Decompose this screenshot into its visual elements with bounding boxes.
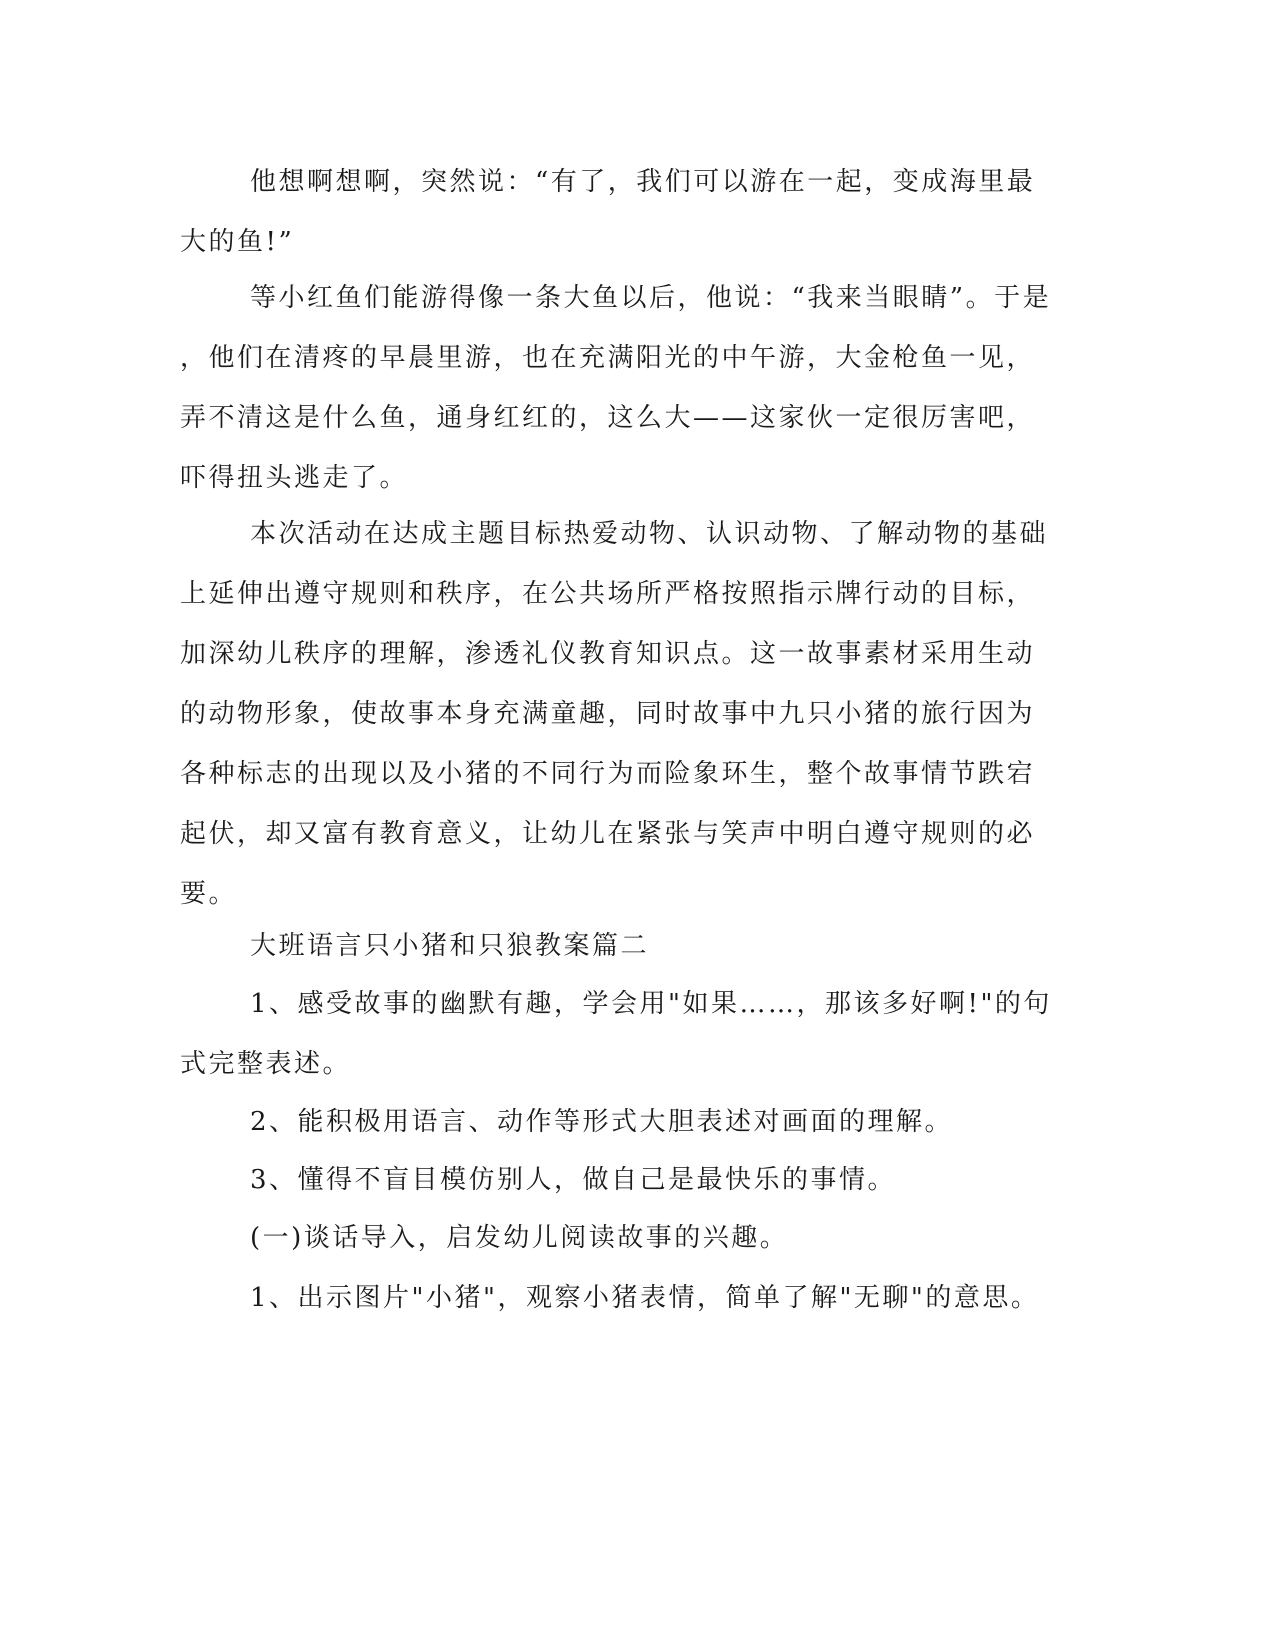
section-heading [250,916,649,976]
list-item [250,1092,953,1152]
text-line: 2、能积极用语言、动作等形式大胆表述对画面的理解。 [250,1107,954,1137]
text-line: ，他们在清疼的早晨里游，也在充满阳光的中午游，大金枪鱼一见， [180,343,1036,373]
text-line: 弄不清这是什么鱼，通身红红的，这么大——这家伙一定很厉害吧， [180,403,1036,433]
subsection-heading [250,1208,788,1268]
text-line: 大的鱼!” [180,227,295,257]
text-line: 加深幼儿秩序的理解，渗透礼仪教育知识点。这一故事素材采用生动 [180,639,1036,669]
text-line: 各种标志的出现以及小猪的不同行为而险象环生，整个故事情节跌宕 [180,759,1036,789]
text-line: 要。 [180,879,238,909]
text-line: 大班语言只小猪和只狼教案篇二 [250,931,650,961]
text-line: 的动物形象，使故事本身充满童趣，同时故事中九只小猪的旅行因为 [180,699,1036,729]
text-line: 1、感受故事的幽默有趣，学会用"如果……，那该多好啊!"的句 [250,989,1052,1019]
text-line: 起伏，却又富有教育意义，让幼儿在紧张与笑声中明白遵守规则的必 [180,819,1036,849]
paragraph [180,152,1035,272]
text-line: 上延伸出遵守规则和秩序，在公共场所严格按照指示牌行动的目标， [180,579,1036,609]
paragraph [180,504,1048,924]
text-line: 1、出示图片"小猪"，观察小猪表情，简单了解"无聊"的意思。 [250,1283,1040,1313]
list-item [180,974,1052,1094]
text-line: 本次活动在达成主题目标热爱动物、认识动物、了解动物的基础 [250,519,1049,549]
text-line: (一)谈话导入，启发幼儿阅读故事的兴趣。 [250,1223,789,1253]
list-item [250,1150,896,1210]
text-line: 3、懂得不盲目模仿别人，做自己是最快乐的事情。 [250,1165,897,1195]
text-line: 等小红鱼们能游得像一条大鱼以后，他说：“我来当眼睛”。于是 [250,283,1052,313]
paragraph [180,268,1051,508]
text-line: 他想啊想啊，突然说：“有了，我们可以游在一起，变成海里最 [250,167,1036,197]
text-line: 式完整表述。 [180,1049,352,1079]
text-line: 吓得扭头逃走了。 [180,463,409,493]
list-item [250,1268,1039,1328]
